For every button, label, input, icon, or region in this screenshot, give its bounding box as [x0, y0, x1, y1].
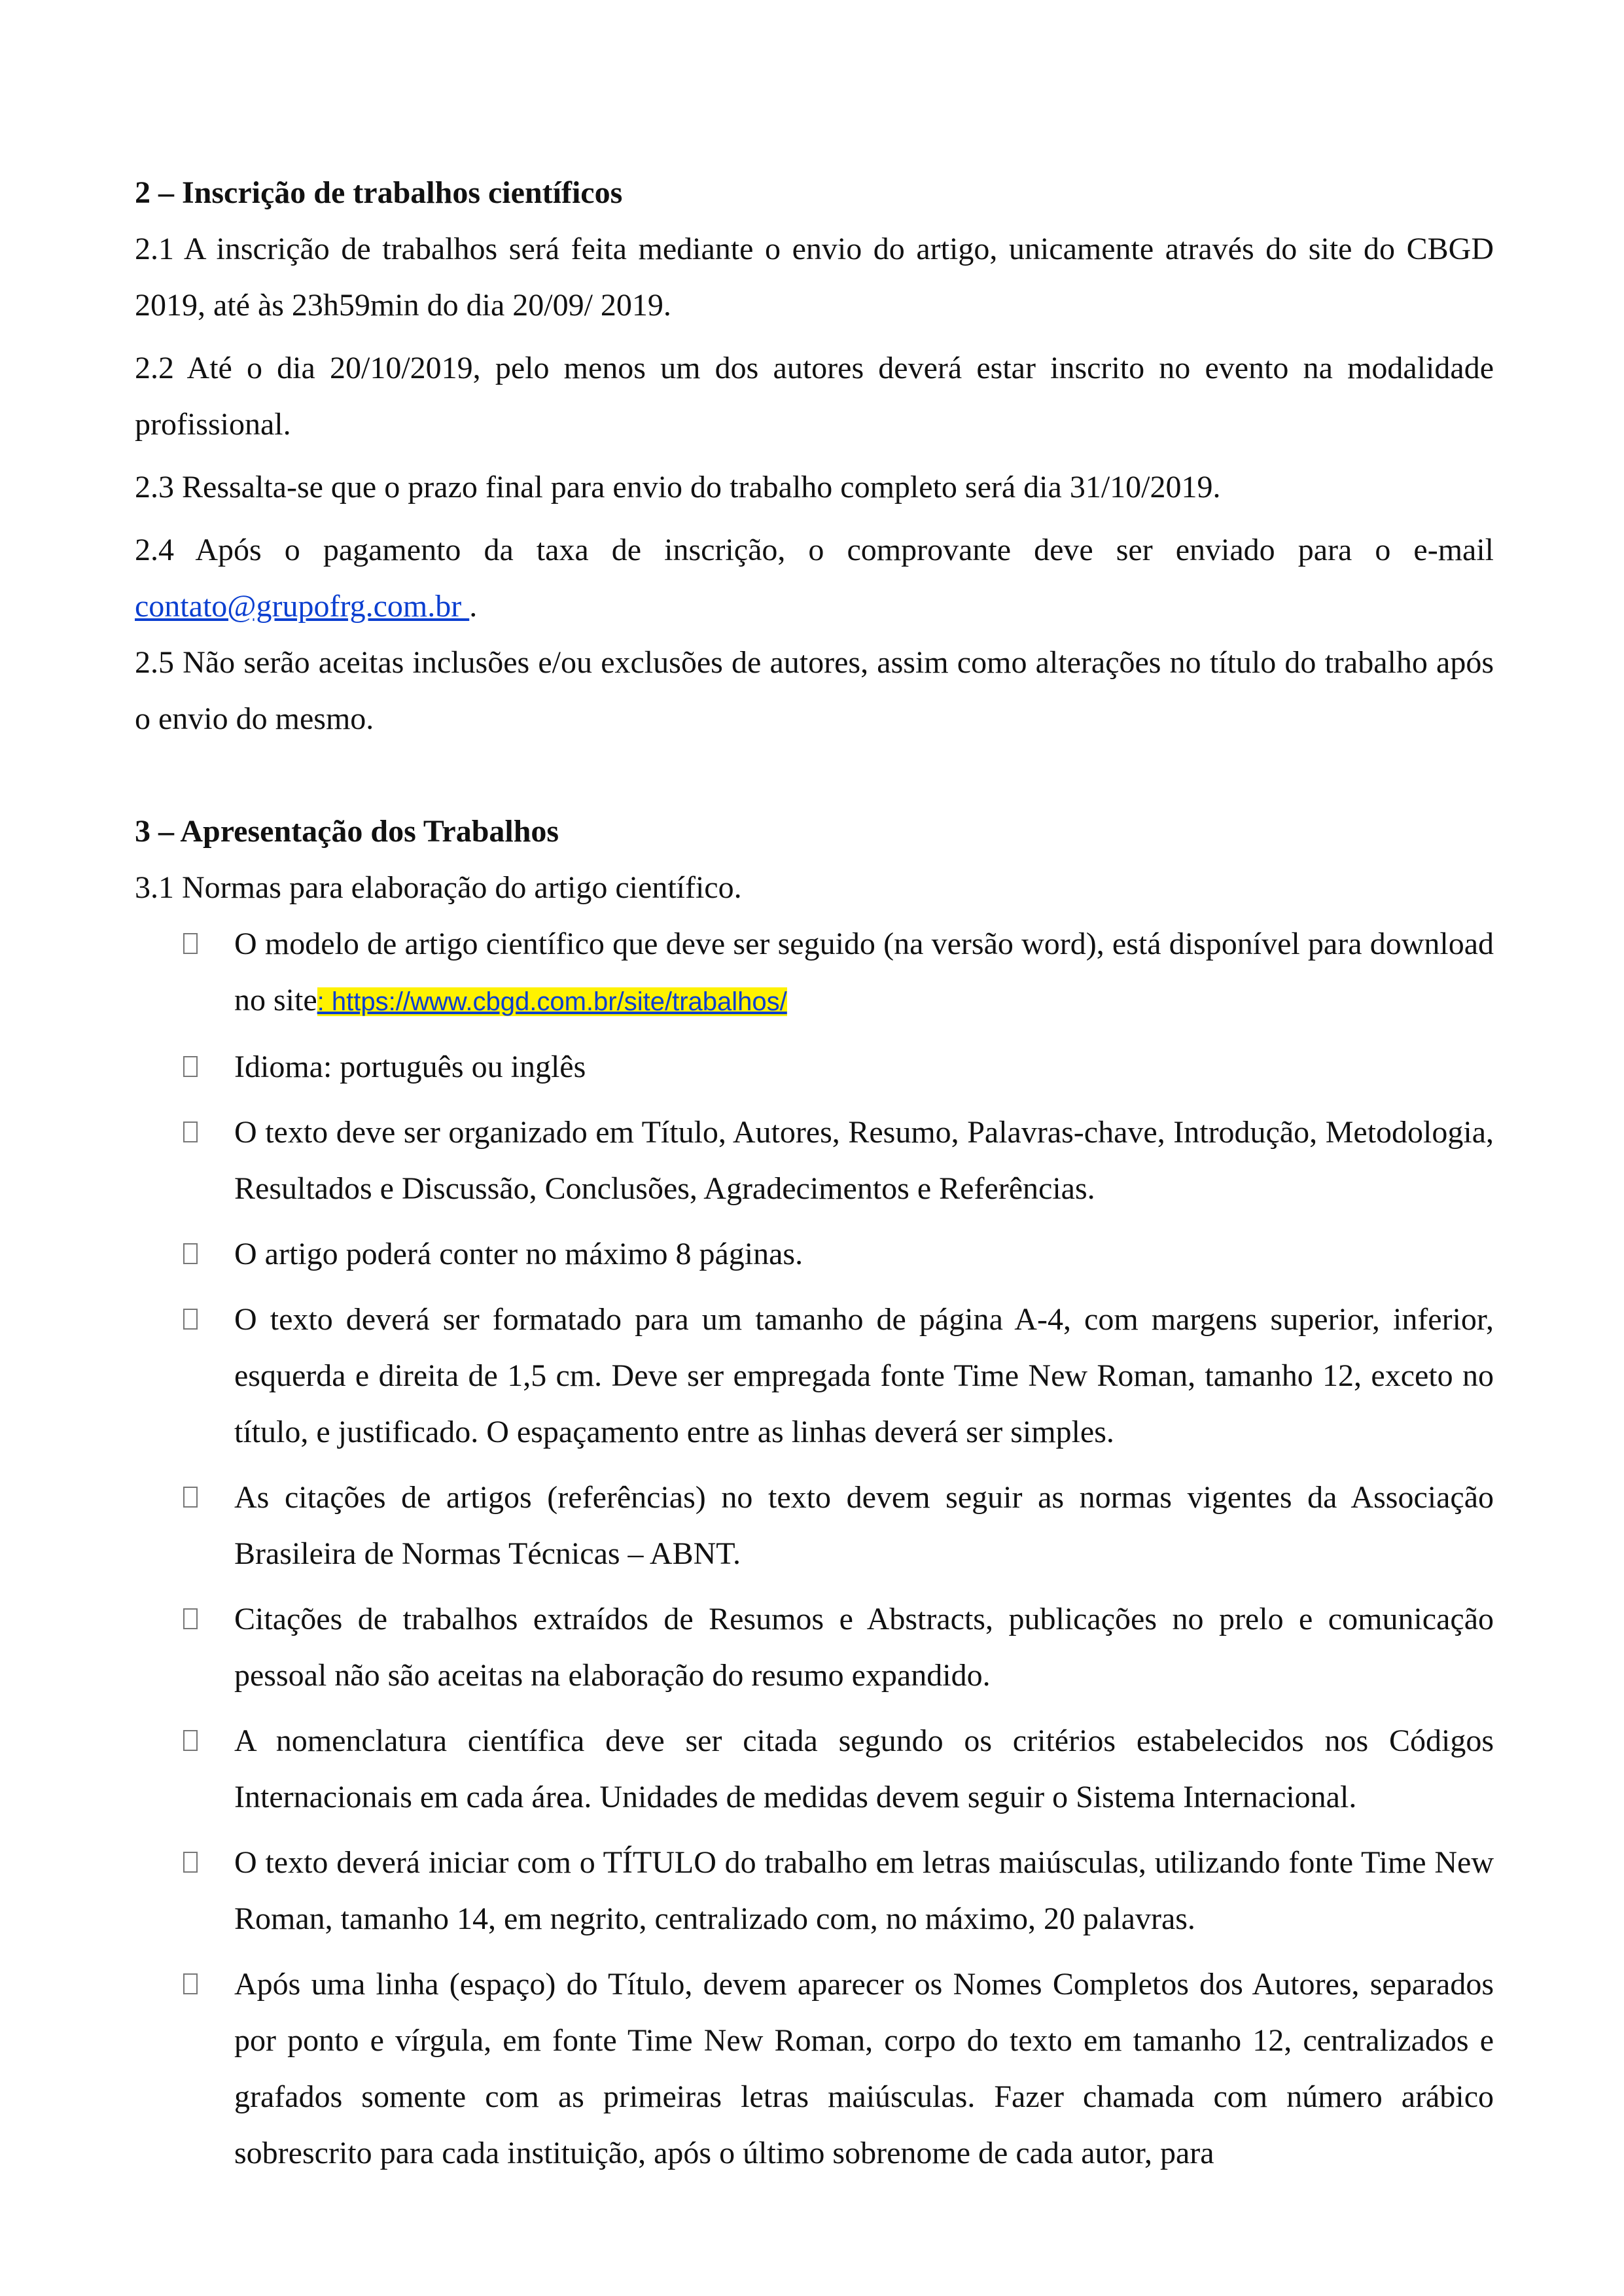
section-2-heading: 2 – Inscrição de trabalhos científicos [135, 175, 623, 210]
list-item [135, 1226, 1494, 1282]
contact-email-link[interactable]: contato@grupofrg.com.br [135, 589, 470, 624]
paragraph-3-1: 3.1 Normas para elaboração do artigo científico. [135, 870, 742, 905]
list-item-text: Após uma linha (espaço) do Título, devem aparecer os Nomes Completos dos Autores, separados por ponto e vírgula, em fonte Time New Roman, corpo do texto em tamanho 12, centralizados e grafados somente com as primeiras letras maiúsculas. Fazer chamada com número arábico sobrescrito para cada instituição, após o último sobrenome de cada autor, para [234, 1967, 1494, 2170]
list-item-text: A nomenclatura científica deve ser citada segundo os critérios estabelecidos nos Códigos Internacionais em cada área. Unidades de medidas devem seguir o Sistema Internacional. [234, 1723, 1494, 1814]
bullet-icon [183, 1852, 198, 1873]
list-item [135, 1956, 1494, 2181]
list-item [135, 1591, 1494, 1704]
list-item-text: As citações de artigos (referências) no texto devem seguir as normas vigentes da Associação Brasileira de Normas Técnicas – ABNT. [234, 1480, 1494, 1571]
list-item [135, 1835, 1494, 1947]
paragraph-2-3: 2.3 Ressalta-se que o prazo final para envio do trabalho completo será dia 31/10/2019. [135, 470, 1221, 504]
list-item [135, 1039, 1494, 1095]
paragraph-2-4-end: . [469, 589, 478, 624]
list-item-text: O modelo de artigo científico que deve ser seguido (na versão word), está disponível para download no site [234, 927, 1494, 1017]
paragraph-2-5: 2.5 Não serão aceitas inclusões e/ou exclusões de autores, assim como alterações no título do trabalho após o envio do mesmo. [135, 645, 1494, 736]
bullet-icon [183, 933, 198, 954]
list-item [135, 1104, 1494, 1217]
paragraph-2-4 [135, 522, 1494, 635]
paragraph-2-2: 2.2 Até o dia 20/10/2019, pelo menos um dos autores deverá estar inscrito no evento na modalidade profissional. [135, 351, 1494, 442]
list-item-text: O texto deverá iniciar com o TÍTULO do trabalho em letras maiúsculas, utilizando fonte Time New Roman, tamanho 14, em negrito, centralizado com, no máximo, 20 palavras. [234, 1845, 1494, 1936]
list-item [135, 1713, 1494, 1826]
bullet-icon [183, 1056, 198, 1077]
bullet-icon [183, 1487, 198, 1508]
list-item-text: O artigo poderá conter no máximo 8 páginas. [234, 1237, 803, 1271]
norms-list [135, 916, 1494, 2181]
list-item-text: O texto deverá ser formatado para um tamanho de página A-4, com margens superior, inferior, esquerda e direita de 1,5 cm. Deve ser empregada fonte Time New Roman, tamanho 12, exceto no título, e justificado. O espaçamento entre as linhas deverá ser simples. [234, 1302, 1494, 1449]
list-item-text: Idioma: português ou inglês [234, 1050, 586, 1084]
bullet-icon [183, 1730, 198, 1751]
trabalhos-site-link[interactable]: : https://www.cbgd.com.br/site/trabalhos/ [317, 987, 787, 1016]
bullet-icon [183, 1243, 198, 1264]
section-3-heading: 3 – Apresentação dos Trabalhos [135, 814, 559, 849]
list-item [135, 1292, 1494, 1460]
list-item-text: Citações de trabalhos extraídos de Resumos e Abstracts, publicações no prelo e comunicação pessoal não são aceitas na elaboração do resumo expandido. [234, 1602, 1494, 1693]
bullet-icon [183, 1309, 198, 1330]
paragraph-2-1: 2.1 A inscrição de trabalhos será feita mediante o envio do artigo, unicamente através do site do CBGD 2019, até às 23h59min do dia 20/09/ 2019. [135, 232, 1494, 323]
bullet-icon [183, 1122, 198, 1142]
paragraph-2-4-text: 2.4 Após o pagamento da taxa de inscrição, o comprovante deve ser enviado para o e-mail [135, 533, 1494, 567]
bullet-icon [183, 1973, 198, 1994]
bullet-icon [183, 1608, 198, 1629]
list-item [135, 1470, 1494, 1582]
list-item-text: O texto deve ser organizado em Título, Autores, Resumo, Palavras-chave, Introdução, Metodologia, Resultados e Discussão, Conclusões, Agradecimentos e Referências. [234, 1115, 1494, 1206]
list-item [135, 916, 1494, 1030]
document-content [135, 165, 1494, 2183]
